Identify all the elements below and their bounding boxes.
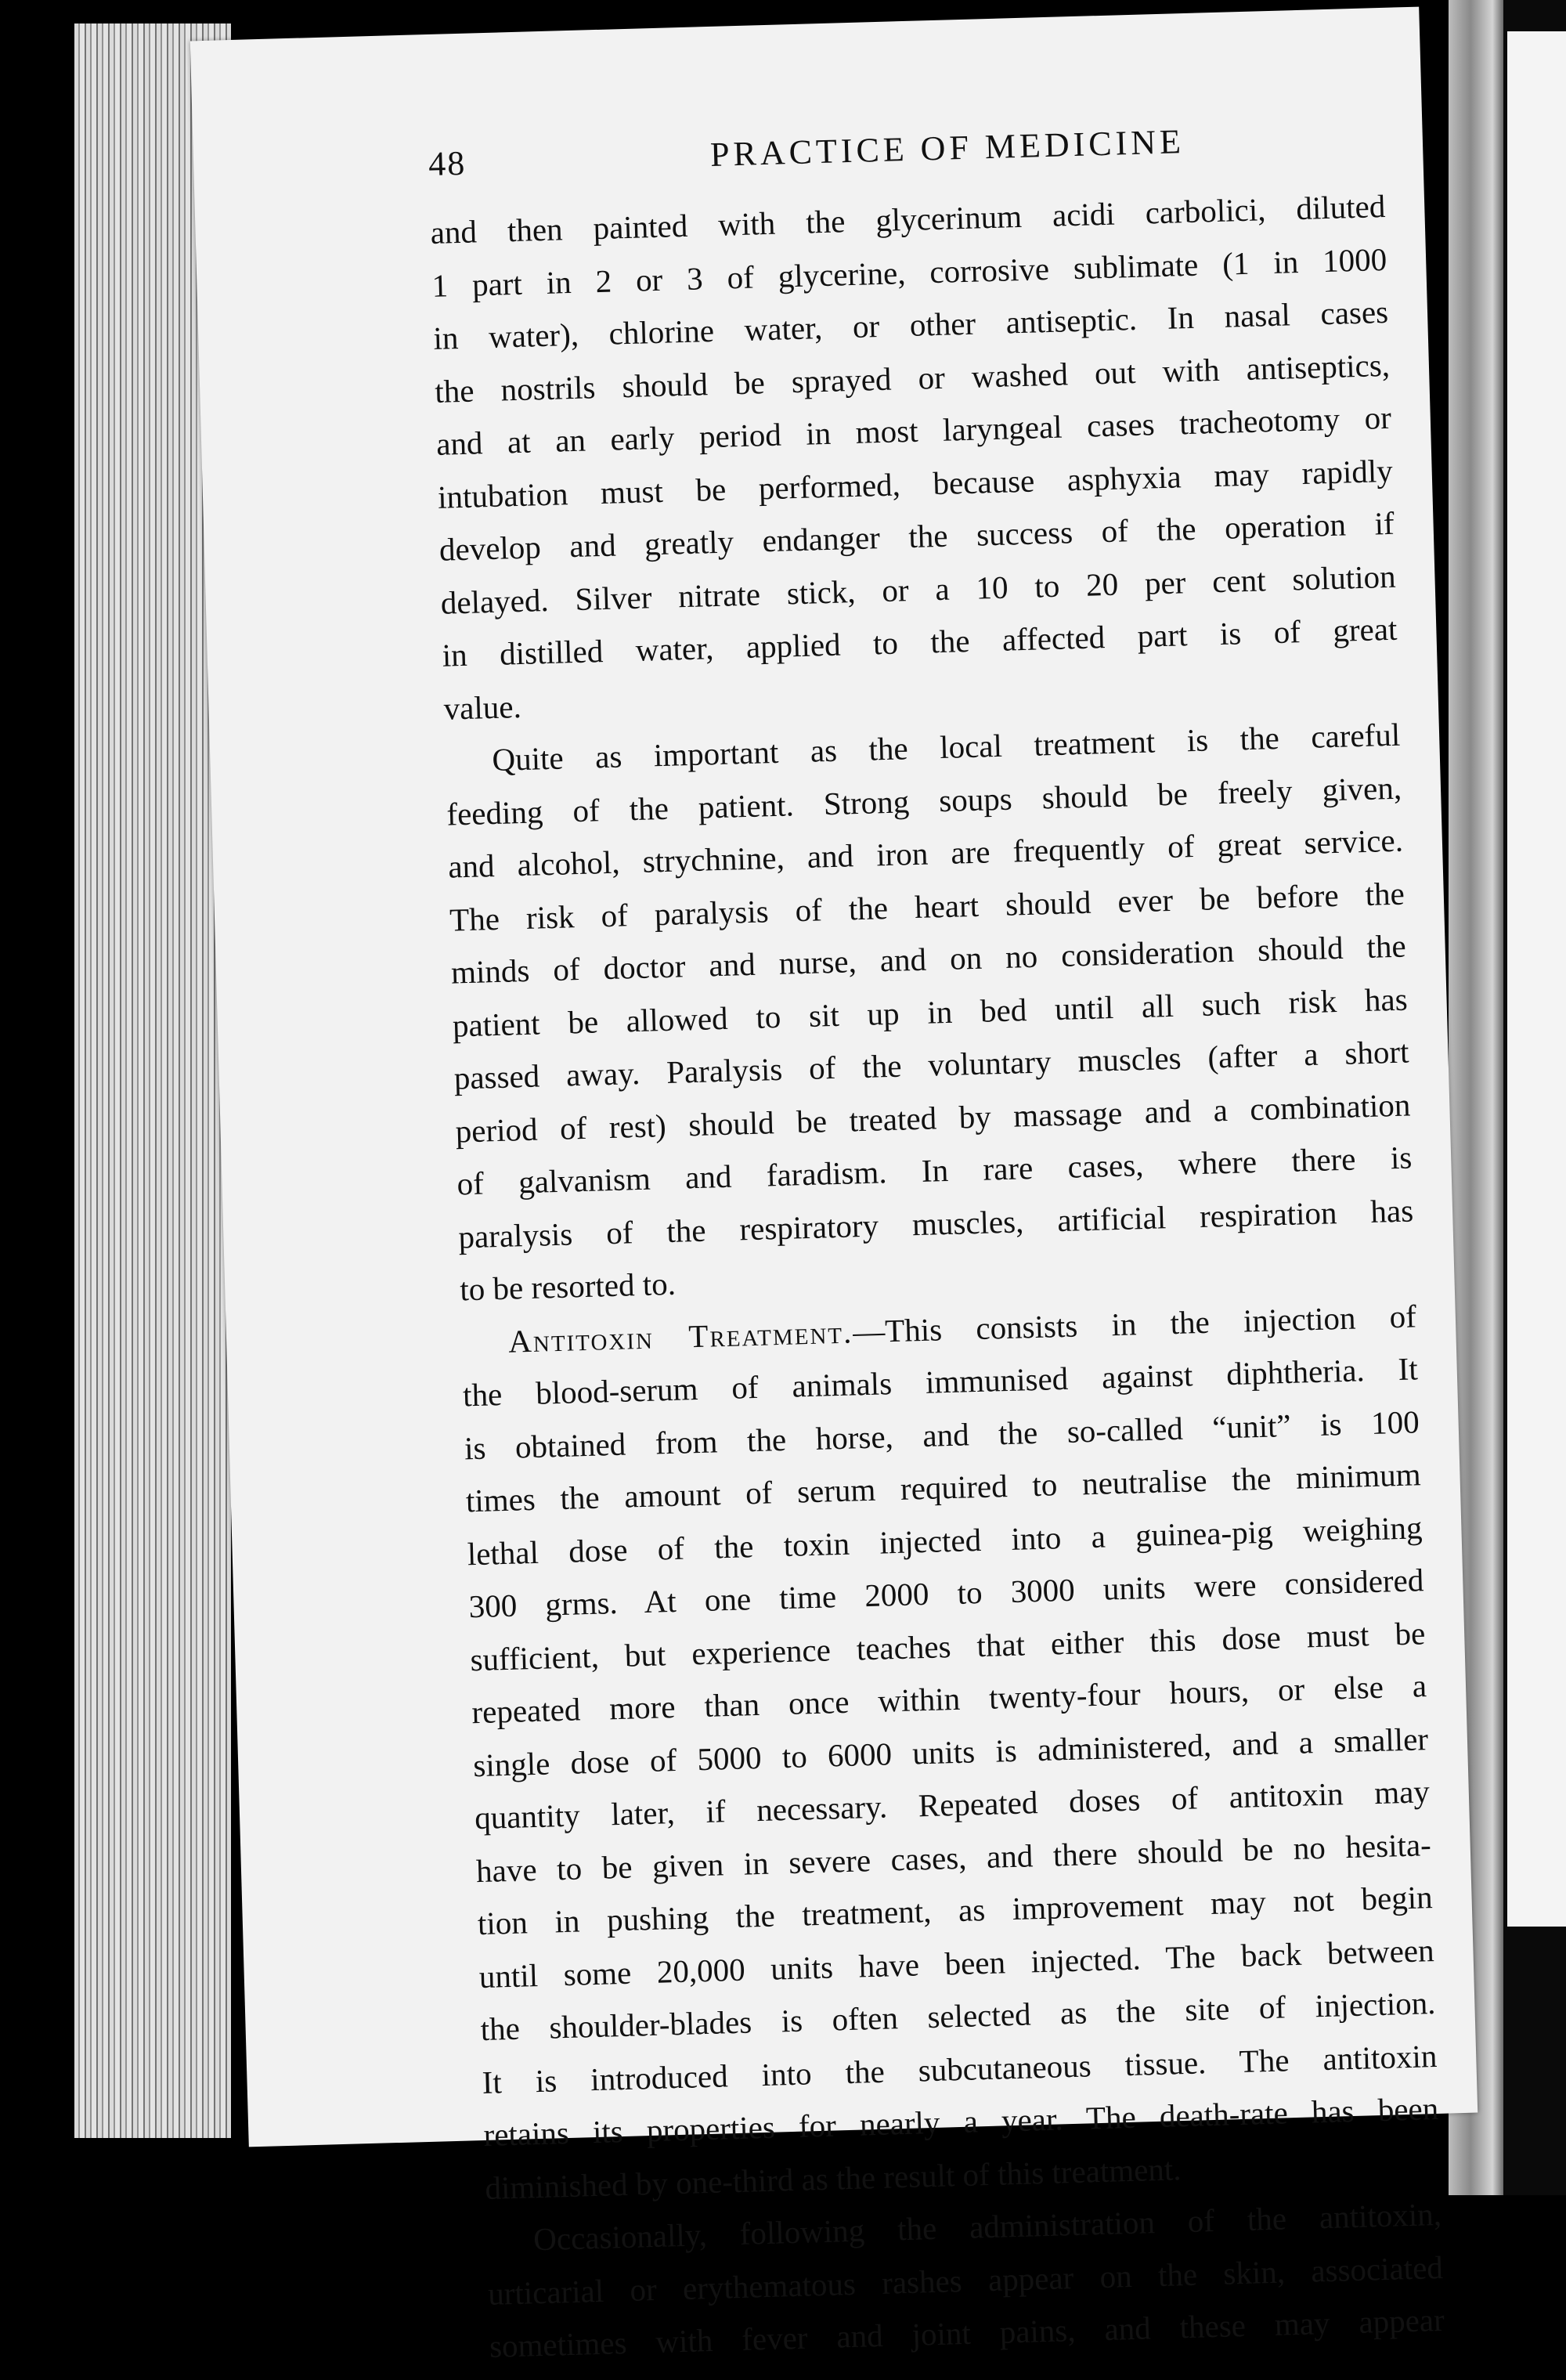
text-line: quantity later, if necessary. Repeated doses of antitoxin may — [474, 1773, 1431, 1836]
text-line: the blood-serum of animals immunised against diphtheria. It — [462, 1350, 1419, 1414]
text-line: sometimes with fever and joint pains, and these may appear — [489, 2301, 1445, 2364]
paragraph-feeding — [445, 709, 1416, 1316]
text-line: have to be given in severe cases, and there should be no hesita- — [475, 1826, 1432, 1889]
paragraph-local-treatment — [430, 180, 1399, 735]
text-line: Quite as important as the local treatment is the careful — [491, 716, 1401, 778]
text-line-rest: —This consists in the injection of — [852, 1297, 1417, 1349]
text-line: Occasionally, following the administration of the antitoxin, — [532, 2195, 1442, 2258]
text-line: the shoulder-blades is often selected as the site of injection. — [480, 1985, 1436, 2048]
text-line: single dose of 5000 to 6000 units is administered, and a smaller — [472, 1720, 1429, 1783]
paragraph-antitoxin-treatment — [460, 1290, 1441, 2215]
text-line: period of rest) should be treated by massage and a combination — [455, 1085, 1411, 1150]
text-line: The risk of paralysis of the heart should ever be before the — [449, 875, 1405, 938]
text-line: 300 grms. At one time 2000 to 3000 units were considered — [468, 1562, 1424, 1625]
text-line: delayed. Silver nitrate stick, or a 10 to 20 per cent solution — [440, 558, 1397, 621]
text-line: and at an early period in most laryngeal cases tracheotomy or — [435, 399, 1392, 462]
text-line: times the amount of serum required to neutralise the minimum — [465, 1456, 1422, 1519]
text-line: It is introduced into the subcutaneous tissue. The antitoxin — [482, 2037, 1438, 2100]
text-line: repeated more than once within twenty-four hours, or else a — [471, 1667, 1427, 1731]
text-line: the nostrils should be sprayed or washed out with antiseptics, — [434, 346, 1391, 410]
text-line: sufficient, but experience teaches that either this dose must be — [469, 1614, 1426, 1678]
text-line: intubation must be performed, because asphyxia may rapidly — [437, 452, 1394, 515]
section-heading: Antitoxin Treatment. — [507, 1313, 853, 1360]
text-line: passed away. Paralysis of the voluntary muscles (after a short — [453, 1033, 1410, 1096]
text-line: to be resorted to. — [459, 1265, 677, 1308]
text-line: tion in pushing the treatment, as improvement may not begin — [477, 1879, 1434, 1942]
book-page — [190, 7, 1478, 2364]
text-line: in water), chlorine water, or other antiseptic. In nasal cases — [432, 293, 1389, 356]
text-line: paralysis of the respiratory muscles, artificial respiration has — [457, 1191, 1414, 1255]
text-line: lethal dose of the toxin injected into a guinea-pig weighing — [467, 1508, 1423, 1572]
page-number: 48 — [428, 143, 467, 183]
text-line: 1 part in 2 or 3 of glycerine, corrosive sublimate (1 in 1000 — [431, 240, 1387, 304]
text-line: of galvanism and faradism. In rare cases, where there is — [456, 1139, 1413, 1202]
text-line: in distilled water, applied to the affected part is of great — [442, 610, 1398, 674]
text-line: until some 20,000 units have been injected. The back between — [478, 1931, 1435, 1995]
text-line: develop and greatly endanger the success of the operation if — [438, 504, 1395, 568]
text-line: patient be allowed to sit up in bed until all such risk has — [452, 981, 1409, 1044]
text-line: value. — [443, 688, 522, 727]
page-header — [428, 117, 1384, 191]
text-line: and alcohol, strychnine, and iron are frequently of great service. — [447, 822, 1404, 885]
text-line: feeding of the patient. Strong soups should be freely given, — [446, 769, 1402, 832]
text-line: diminished by one-third as the result of this treatment. — [484, 2150, 1182, 2206]
paragraph-rashes — [485, 2188, 1445, 2373]
text-line: urticarial or erythematous rashes appear on the skin, associated — [487, 2248, 1444, 2312]
running-title: PRACTICE OF MEDICINE — [709, 122, 1185, 174]
facing-page-sliver — [1507, 31, 1566, 1927]
text-line: minds of doctor and nurse, and on no consideration should the — [450, 927, 1407, 991]
text-line: is obtained from the horse, and the so-called “unit” is 100 — [464, 1403, 1420, 1466]
body-text — [430, 180, 1445, 2373]
text-line: retains its properties for nearly a year. The death-rate has been — [482, 2089, 1439, 2154]
text-line: and then painted with the glycerinum acidi carbolici, diluted — [430, 187, 1386, 251]
